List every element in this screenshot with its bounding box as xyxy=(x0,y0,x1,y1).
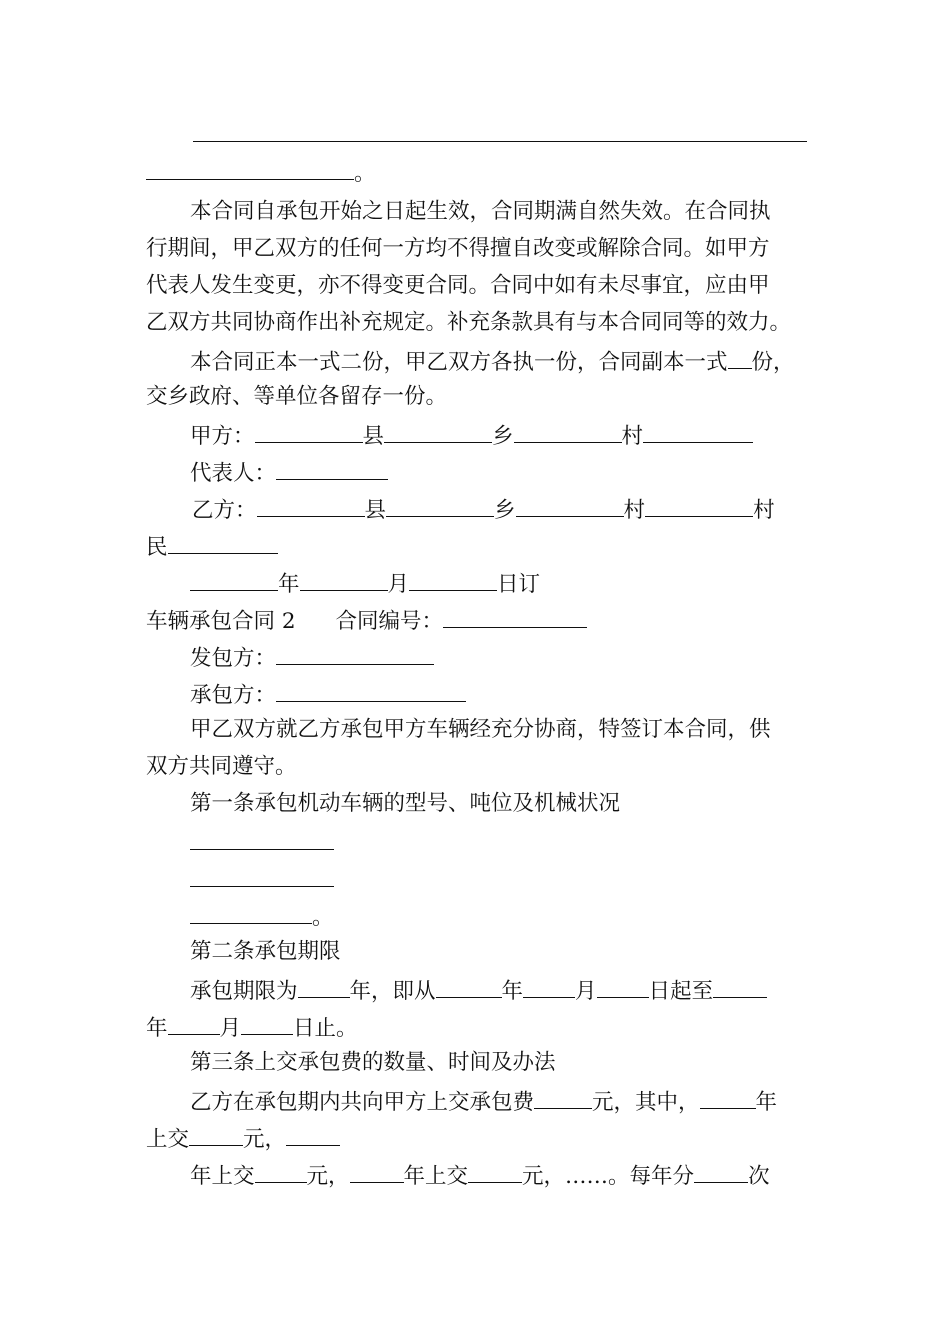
representative-blank[interactable] xyxy=(276,460,388,480)
party-b-label: 乙方： xyxy=(192,498,257,523)
issuer-line xyxy=(190,645,434,669)
fee-year-blank[interactable] xyxy=(700,1089,756,1109)
fee-text: 元，其中， xyxy=(592,1090,700,1115)
term-text: 年 xyxy=(501,979,524,1004)
vehicle-condition-line xyxy=(190,904,334,928)
contractor-label: 承包方： xyxy=(190,683,277,708)
contractor-line xyxy=(190,682,466,706)
end-year-blank[interactable] xyxy=(713,978,767,998)
term-text: 月 xyxy=(219,1016,242,1041)
term-text: 日起至 xyxy=(648,979,714,1004)
fee-line-2 xyxy=(146,1126,340,1150)
blank[interactable] xyxy=(728,349,752,369)
fee-text: 上交 xyxy=(146,1127,190,1152)
term-line-2 xyxy=(146,1015,358,1039)
party-a-label: 甲方： xyxy=(190,424,255,449)
day-blank[interactable] xyxy=(409,571,497,591)
installments-blank[interactable] xyxy=(694,1163,748,1183)
village-text: 村 xyxy=(623,498,646,523)
fee-amount-blank[interactable] xyxy=(189,1126,243,1146)
fee-year-blank[interactable] xyxy=(286,1126,340,1146)
year-blank[interactable] xyxy=(190,571,278,591)
representative-line xyxy=(190,460,388,484)
article-1-heading: 第一条承包机动车辆的型号、吨位及机械状况 xyxy=(190,791,621,816)
vehicle-condition-blank[interactable] xyxy=(190,904,312,924)
start-year-blank[interactable] xyxy=(436,978,502,998)
fee-text: 年上交 xyxy=(403,1164,469,1189)
township-text: 乡 xyxy=(494,498,516,523)
representative-label: 代表人： xyxy=(190,461,277,486)
copies-text: 本合同正本一式二份，甲乙双方各执一份，合同副本一式 xyxy=(190,350,728,375)
blank[interactable] xyxy=(193,122,807,142)
county-text: 县 xyxy=(362,424,385,449)
article-2-heading: 第二条承包期限 xyxy=(190,939,341,964)
copies-text-end: 份， xyxy=(751,350,795,375)
township-blank[interactable] xyxy=(386,497,494,517)
paragraph-line: 本合同自承包开始之日起生效，合同期满自然失效。在合同执 xyxy=(190,199,771,224)
fee-text: 年上交 xyxy=(190,1164,255,1189)
issuer-blank[interactable] xyxy=(276,645,434,665)
village-blank[interactable] xyxy=(514,423,622,443)
month-text: 月 xyxy=(387,572,410,597)
end-day-blank[interactable] xyxy=(241,1015,293,1035)
term-text: 年，即从 xyxy=(349,979,436,1004)
contract-number-blank[interactable] xyxy=(443,608,587,628)
month-blank[interactable] xyxy=(300,571,388,591)
start-day-blank[interactable] xyxy=(597,978,649,998)
county-blank[interactable] xyxy=(257,497,365,517)
fee-text: 乙方在承包期内共向甲方上交承包费 xyxy=(190,1090,535,1115)
period-text: 。 xyxy=(354,161,376,186)
village-blank[interactable] xyxy=(516,497,624,517)
year-text: 年 xyxy=(278,572,300,597)
term-text: 日止。 xyxy=(293,1016,358,1041)
fee-text: 次 xyxy=(748,1164,770,1189)
party-b-line-2 xyxy=(146,534,278,558)
vehicle-tonnage-blank[interactable] xyxy=(190,867,334,887)
term-text: 年 xyxy=(146,1016,168,1041)
fee-text: 元， xyxy=(306,1164,350,1189)
fill-in-line-end xyxy=(146,160,376,184)
date-line xyxy=(190,571,540,595)
total-fee-blank[interactable] xyxy=(534,1089,592,1109)
article-3-heading: 第三条上交承包费的数量、时间及办法 xyxy=(190,1050,556,1075)
villager-text-b: 民 xyxy=(146,535,168,560)
village-text: 村 xyxy=(621,424,644,449)
villager-blank[interactable] xyxy=(645,497,753,517)
period-text: 。 xyxy=(312,905,334,930)
township-blank[interactable] xyxy=(384,423,492,443)
paragraph-line: 行期间，甲乙双方的任何一方均不得擅自改变或解除合同。如甲方 xyxy=(146,236,770,261)
end-month-blank[interactable] xyxy=(168,1015,220,1035)
paragraph-line: 代表人发生变更，亦不得变更合同。合同中如有未尽事宜，应由甲 xyxy=(146,273,770,298)
contractor-blank[interactable] xyxy=(276,682,466,702)
fee-year-blank[interactable] xyxy=(350,1163,404,1183)
fee-text: 元， xyxy=(243,1127,287,1152)
paragraph-line: 乙双方共同协商作出补充规定。补充条款具有与本合同同等的效力。 xyxy=(146,310,792,335)
term-line xyxy=(190,978,767,1002)
fill-in-line xyxy=(193,122,807,146)
vehicle-model-line xyxy=(190,830,334,854)
township-text: 乡 xyxy=(492,424,514,449)
party-a-line xyxy=(190,423,753,447)
intro-line: 甲乙双方就乙方承包甲方车辆经充分协商，特签订本合同，供 xyxy=(190,717,771,742)
villager-blank[interactable] xyxy=(643,423,753,443)
copies-line xyxy=(190,349,795,373)
issuer-label: 发包方： xyxy=(190,646,277,671)
day-text: 日订 xyxy=(497,572,541,597)
term-years-blank[interactable] xyxy=(298,978,350,998)
term-text: 月 xyxy=(575,979,597,1004)
fee-text: 元，……。每年分 xyxy=(522,1164,695,1189)
blank[interactable] xyxy=(146,160,354,180)
party-b-line xyxy=(192,497,775,521)
copies-line-2: 交乡政府、等单位各留存一份。 xyxy=(146,384,448,409)
fee-line xyxy=(190,1089,777,1113)
fee-line-3 xyxy=(190,1163,770,1187)
county-blank[interactable] xyxy=(255,423,363,443)
villager-text-a: 村 xyxy=(753,498,775,523)
vehicle-tonnage-line xyxy=(190,867,334,891)
intro-line: 双方共同遵守。 xyxy=(146,754,297,779)
fee-amount-blank[interactable] xyxy=(255,1163,307,1183)
contract-title: 车辆承包合同 2 xyxy=(146,609,296,634)
start-month-blank[interactable] xyxy=(523,978,575,998)
contract-2-header xyxy=(146,608,587,632)
fee-amount-blank[interactable] xyxy=(468,1163,522,1183)
contract-number-label: 合同编号： xyxy=(335,609,444,634)
vehicle-model-blank[interactable] xyxy=(190,830,334,850)
villager-name-blank[interactable] xyxy=(168,534,278,554)
term-text: 承包期限为 xyxy=(190,979,298,1004)
fee-text: 年 xyxy=(755,1090,778,1115)
county-text: 县 xyxy=(364,498,387,523)
